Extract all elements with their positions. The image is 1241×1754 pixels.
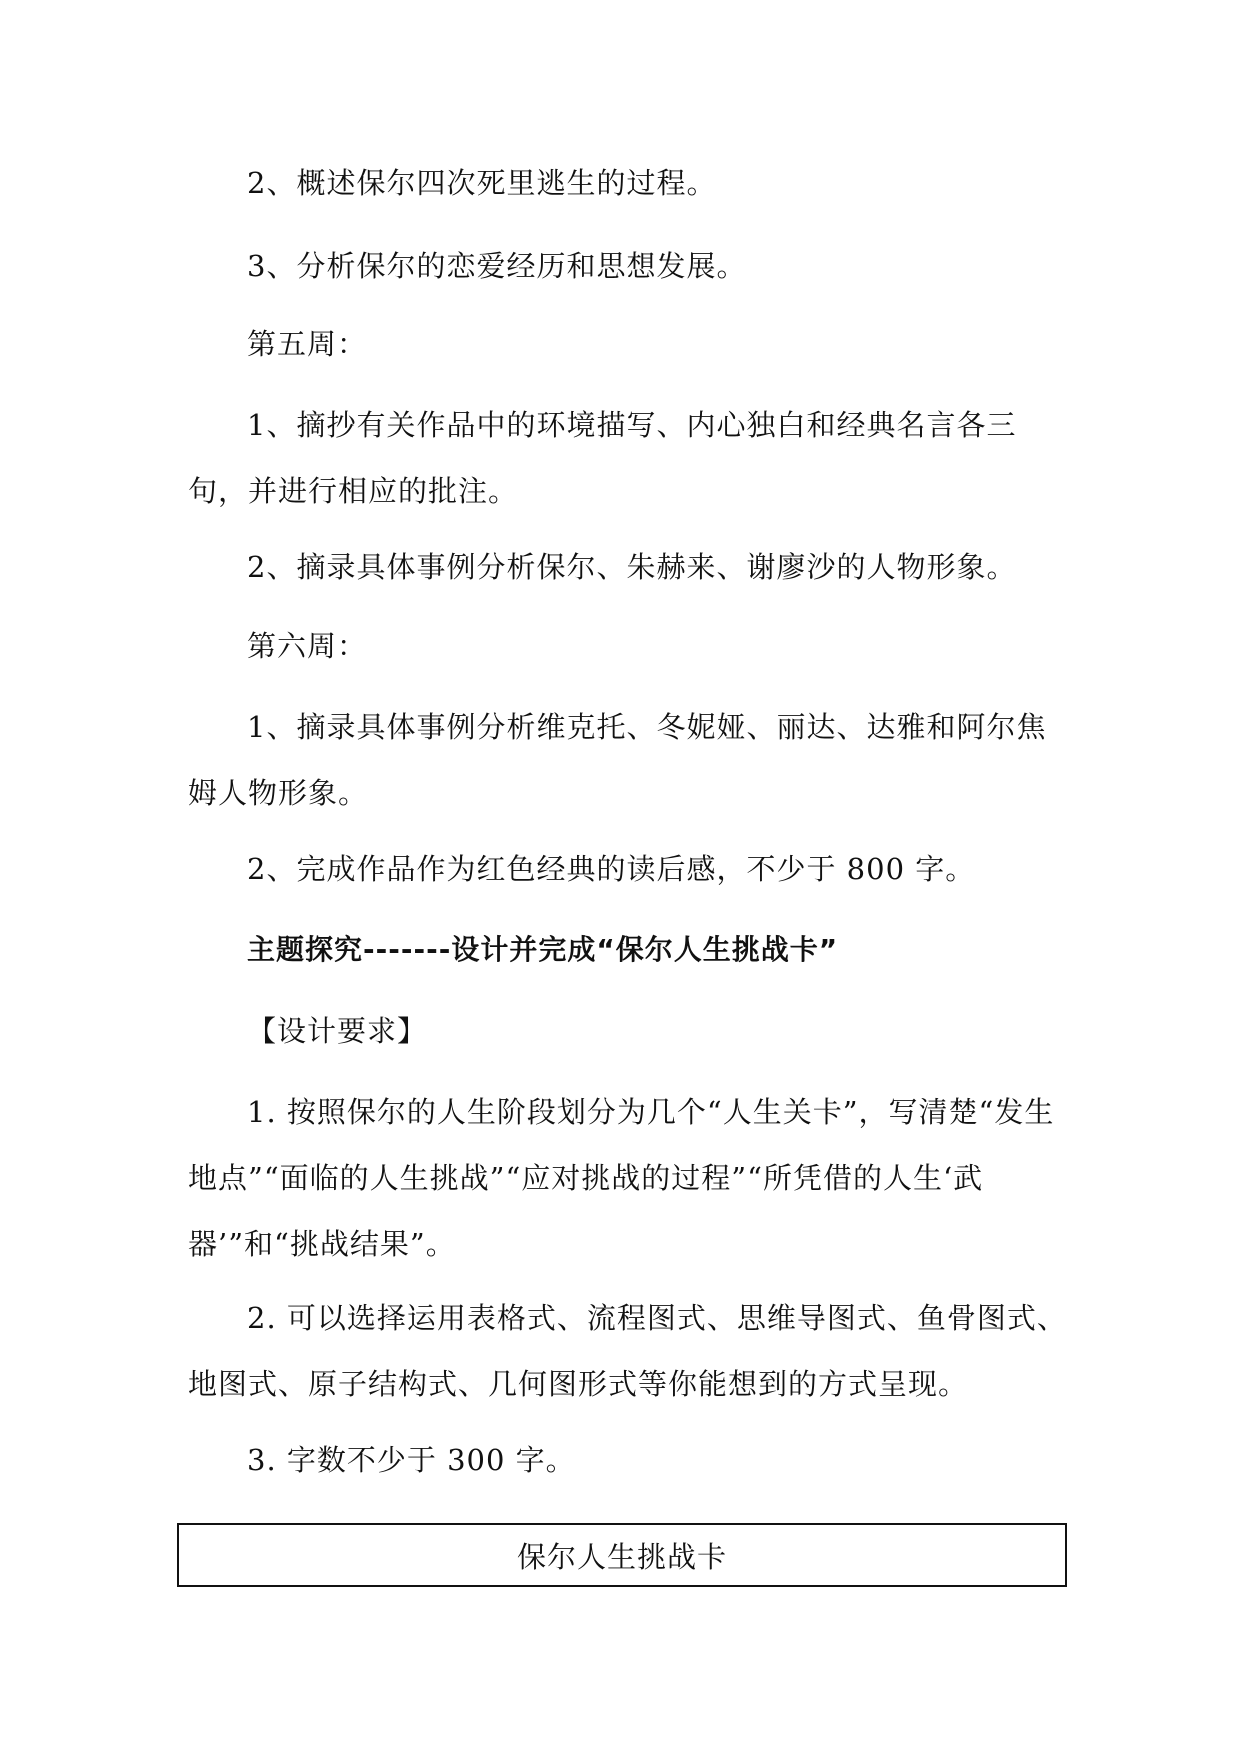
paragraph-week5-task-2: 2、摘录具体事例分析保尔、朱赫来、谢廖沙的人物形象。 — [247, 550, 1017, 584]
challenge-card-title: 保尔人生挑战卡 — [516, 1539, 727, 1574]
heading-design-requirements: 【设计要求】 — [247, 1014, 428, 1048]
heading-week-six: 第六周： — [247, 629, 368, 663]
paragraph-task-3-love: 3、分析保尔的恋爱经历和思想发展。 — [247, 249, 747, 283]
paragraph-requirement-2: 2. 可以选择运用表格式、流程图式、思维导图式、鱼骨图式、地图式、原子结构式、几何图形式等你能想到的方式呈现。 — [188, 1301, 1067, 1401]
heading-week-five: 第五周： — [247, 327, 368, 361]
heading-theme-exploration: 主题探究-------设计并完成“保尔人生挑战卡” — [247, 933, 839, 966]
paragraph-week5-task-1: 1、摘抄有关作品中的环境描写、内心独白和经典名言各三句，并进行相应的批注。 — [188, 408, 1017, 508]
paragraph-requirement-1: 1. 按照保尔的人生阶段划分为几个“人生关卡”，写清楚“发生地点”“面临的人生挑战”“应对挑战的过程”“所凭借的人生‘武器’”和“挑战结果”。 — [188, 1095, 1055, 1261]
challenge-card-box — [177, 1523, 1067, 1587]
paragraph-requirement-3: 3. 字数不少于 300 字。 — [247, 1443, 576, 1477]
paragraph-week6-task-1: 1、摘录具体事例分析维克托、冬妮娅、丽达、达雅和阿尔焦姆人物形象。 — [188, 710, 1047, 810]
paragraph-task-2-escape: 2、概述保尔四次死里逃生的过程。 — [247, 166, 717, 200]
paragraph-week6-task-2: 2、完成作品作为红色经典的读后感，不少于 800 字。 — [247, 852, 976, 886]
